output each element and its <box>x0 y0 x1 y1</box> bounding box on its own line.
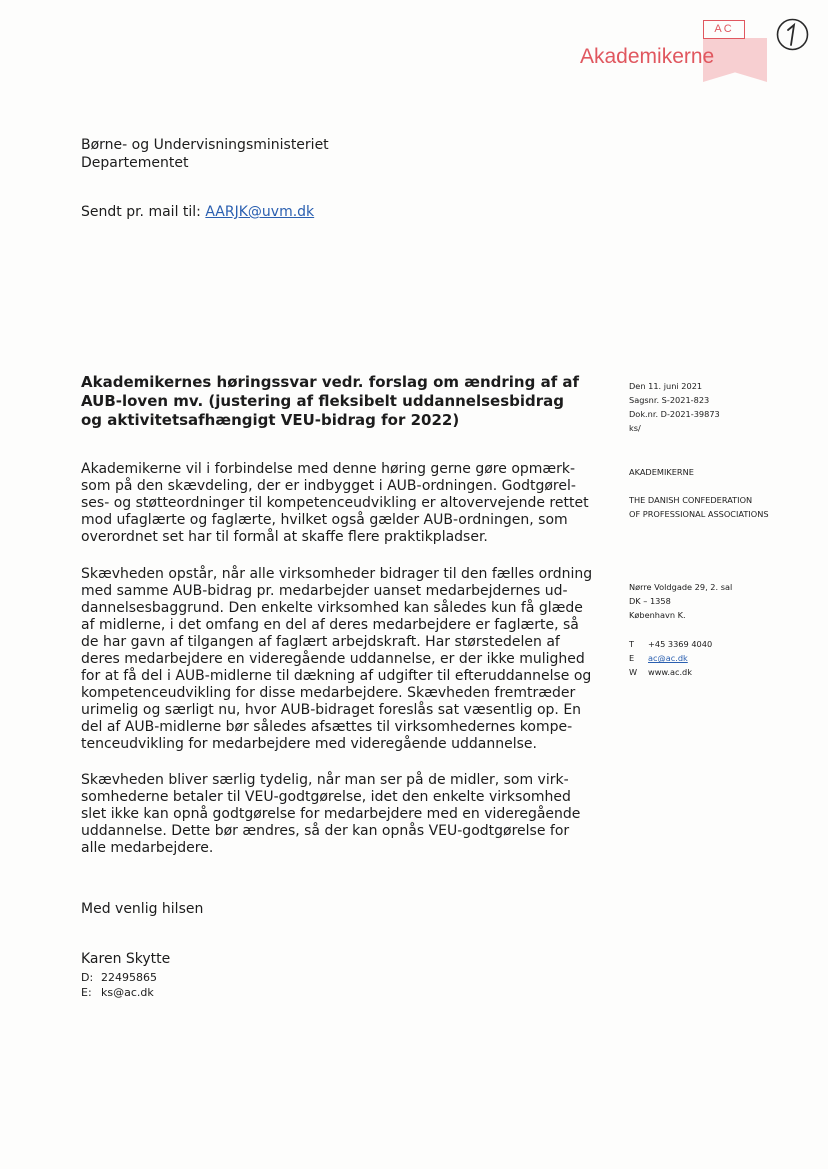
logo-badge: AC <box>703 20 745 39</box>
paragraph-line: del af AUB-midlerne bør således afsættes til virksomhedernes kompe- <box>81 719 573 735</box>
title-line: og aktivitetsafhængigt VEU-bidrag for 2022) <box>81 411 460 429</box>
signer-direct-key: D: <box>81 971 94 984</box>
paragraph-line: somhederne betaler til VEU-godtgørelse, idet den enkelte virksomhed <box>81 789 571 805</box>
body-paragraph-1 <box>81 461 589 546</box>
meta-initials: ks/ <box>629 423 641 433</box>
body-paragraph-2 <box>81 566 592 753</box>
org-name: AKADEMIKERNE <box>629 467 694 477</box>
paragraph-line: slet ikke kan opnå godtgørelse for medarbejdere med en videregående <box>81 806 581 822</box>
handwritten-page-mark-icon <box>776 18 809 51</box>
paragraph-line: med samme AUB-bidrag pr. medarbejder uanset medarbejdernes ud- <box>81 583 568 599</box>
paragraph-line: Skævheden bliver særlig tydelig, når man ser på de midler, som virk- <box>81 772 569 788</box>
contact-email-key: E <box>629 653 635 663</box>
paragraph-line: uddannelse. Dette bør ændres, så der kan opnås VEU-godtgørelse for <box>81 823 570 839</box>
address-city: København K. <box>629 610 686 620</box>
paragraph-line: overordnet set har til formål at skaffe flere praktikpladser. <box>81 529 488 545</box>
signer-contact <box>81 970 157 1000</box>
document-title <box>81 373 611 430</box>
closing-salutation: Med venlig hilsen <box>81 901 204 917</box>
recipient-ministry: Børne- og Undervisningsministeriet <box>81 137 329 153</box>
signer-direct-row <box>81 970 157 985</box>
organization-contact <box>629 637 712 679</box>
contact-email-link[interactable]: ac@ac.dk <box>648 653 688 663</box>
paragraph-line: de har gavn af tilgangen af faglært arbejdskraft. Har størstedelen af <box>81 634 560 650</box>
meta-date: Den 11. juni 2021 <box>629 381 703 391</box>
org-english-line: OF PROFESSIONAL ASSOCIATIONS <box>629 509 769 519</box>
title-line: Akademikernes høringssvar vedr. forslag om ændring af af <box>81 373 580 391</box>
title-line: AUB-loven mv. (justering af fleksibelt uddannelsesbidrag <box>81 392 565 410</box>
org-english-line: THE DANISH CONFEDERATION <box>629 495 753 505</box>
akademikerne-logo <box>580 18 770 88</box>
signer-direct: 22495865 <box>101 971 157 984</box>
contact-email-row <box>629 651 712 665</box>
paragraph-line: alle medarbejdere. <box>81 840 214 856</box>
signer-email-row <box>81 985 157 1000</box>
recipient-block <box>81 137 329 172</box>
organization-address <box>629 580 732 622</box>
contact-web: www.ac.dk <box>648 667 692 677</box>
address-street: Nørre Voldgade 29, 2. sal <box>629 582 733 592</box>
body-paragraph-3 <box>81 772 580 857</box>
signer-email-key: E: <box>81 986 92 999</box>
meta-doc-number: Dok.nr. D-2021-39873 <box>629 409 720 419</box>
paragraph-line: Akademikerne vil i forbindelse med denne høring gerne gøre opmærk- <box>81 461 576 477</box>
paragraph-line: deres medarbejdere en videregående uddannelse, er der ikke mulighed <box>81 651 585 667</box>
signer-name: Karen Skytte <box>81 951 171 967</box>
paragraph-line: for at få del i AUB-midlerne til dækning af udgifter til efteruddannelse og <box>81 668 592 684</box>
signer-email: ks@ac.dk <box>101 986 154 999</box>
contact-web-row <box>629 665 712 679</box>
meta-case-number: Sagsnr. S-2021-823 <box>629 395 710 405</box>
organization-info <box>629 465 769 521</box>
recipient-email-link[interactable]: AARJK@uvm.dk <box>205 204 315 220</box>
document-meta <box>629 379 720 435</box>
recipient-department: Departementet <box>81 154 189 171</box>
paragraph-line: kompetenceudvikling for disse medarbejdere. Skævheden fremtræder <box>81 685 576 701</box>
logo-wordmark: Akademikerne <box>580 45 715 68</box>
contact-phone-key: T <box>629 639 635 649</box>
contact-phone: +45 3369 4040 <box>648 639 713 649</box>
paragraph-line: ses- og støtteordninger til kompetenceudvikling er altovervejende rettet <box>81 495 589 511</box>
address-postal: DK – 1358 <box>629 596 671 606</box>
paragraph-line: mod ufaglærte og faglærte, hvilket også gælder AUB-ordningen, som <box>81 512 568 528</box>
paragraph-line: dannelsesbaggrund. Den enkelte virksomhed kan således kun få glæde <box>81 600 583 616</box>
paragraph-line: Skævheden opstår, når alle virksomheder bidrager til den fælles ordning <box>81 566 593 582</box>
sent-label: Sendt pr. mail til: <box>81 204 201 220</box>
contact-web-key: W <box>629 667 638 677</box>
paragraph-line: af midlerne, i det omfang en del af deres medarbejdere er faglærte, så <box>81 617 579 633</box>
paragraph-line: som på den skævdeling, der er indbygget i AUB-ordningen. Godtgørel- <box>81 478 576 494</box>
paragraph-line: urimelig og særligt nu, hvor AUB-bidraget foreslås sat væsentlig op. En <box>81 702 582 718</box>
contact-phone-row <box>629 637 712 651</box>
paragraph-line: tenceudvikling for medarbejdere med videregående uddannelse. <box>81 736 537 752</box>
sent-by-mail <box>81 204 314 222</box>
